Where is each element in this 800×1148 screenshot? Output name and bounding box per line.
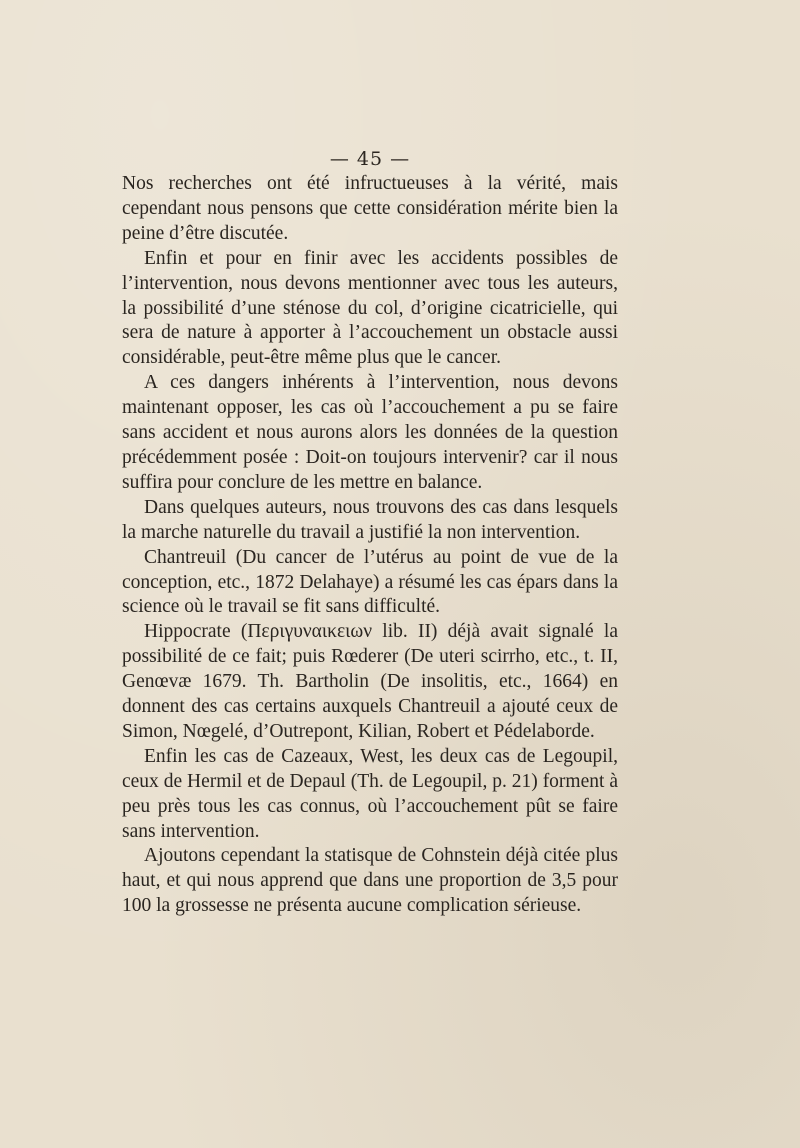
paragraph: Enfin et pour en finir avec les accidents possibles de l’intervention, nous devons mentionner avec tous les auteurs, la possibilité d’une sténose du col, d’origine cicatricielle, qui sera de nature à apporter à l’accouchement un obstacle aussi considérable, peut-être même plus que le cancer.	[122, 247, 618, 369]
paragraph: Enfin les cas de Cazeaux, West, les deux cas de Legoupil, ceux de Hermil et de Depaul (Th. de Legoupil, p. 21) forment à peu près tous les cas connus, où l’accouchement pût se faire sans intervention.	[122, 745, 618, 842]
paragraph: Chantreuil (Du cancer de l’utérus au point de vue de la conception, etc., 1872 Delahaye) a résumé les cas épars dans la science où le travail se fit sans difficulté.	[122, 546, 618, 618]
paragraph: Ajoutons cependant la statisque de Cohnstein déjà citée plus haut, et qui nous apprend que dans une proportion de 3,5 pour 100 la grossesse ne présenta aucune complication sérieuse.	[122, 845, 618, 917]
paragraph: A ces dangers inhérents à l’intervention, nous devons maintenant opposer, les cas où l’accouchement a pu se faire sans accident et nous aurons alors les données de la question précédemment posée : Doit-on toujours intervenir? car il nous suffira pour conclure de les mettre en balance.	[122, 372, 618, 493]
page-number: — 45 —	[329, 148, 411, 170]
paragraph: Hippocrate (Περιγυναικειων lib. II) déjà avait signalé la possibilité de ce fait; puis Rœderer (De uteri scirrho, etc., t. II, Genœvæ 1679. Th. Bartholin (De insolitis, etc., 1664) en donnent des cas certains auxquels Chantreuil a ajouté ceux de Simon, Nœgelé, d’Outrepont, Kilian, Robert et Pédelaborde.	[122, 621, 618, 742]
body-text	[122, 172, 618, 919]
paragraph: Nos recherches ont été infructueuses à la vérité, mais cependant nous pensons que cette considération mérite bien la peine d’être discutée.	[122, 173, 618, 244]
paragraph: Dans quelques auteurs, nous trouvons des cas dans lesquels la marche naturelle du travail a justifié la non intervention.	[122, 496, 618, 543]
